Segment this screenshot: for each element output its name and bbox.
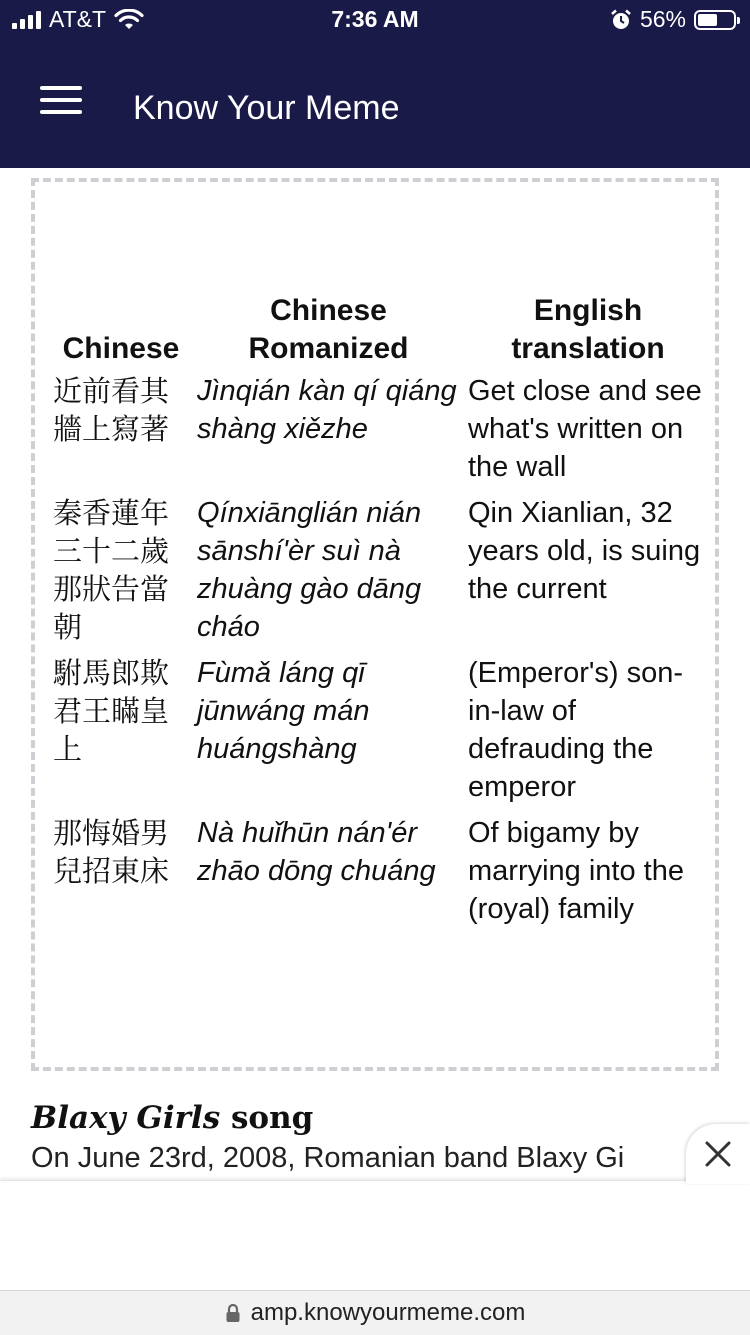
- english-cell: (Emperor's) son-in-law of defrauding the emperor: [468, 657, 684, 803]
- table-row: [49, 490, 712, 650]
- alarm-icon: [610, 9, 632, 31]
- ad-close-button[interactable]: [686, 1124, 750, 1184]
- app-header: [0, 40, 750, 168]
- chinese-cell: 近前看其牆上寫著: [53, 374, 170, 446]
- romanized-cell: Fùmǎ láng qī jūnwáng mán huángshàng: [197, 657, 370, 765]
- carrier-label: AT&T: [49, 6, 107, 32]
- url-bar[interactable]: [0, 1290, 750, 1335]
- status-time: 7:36 AM: [331, 6, 419, 32]
- hamburger-icon[interactable]: [40, 84, 84, 116]
- romanized-cell: Jìnqián kàn qí qiáng shàng xiězhe: [197, 375, 457, 445]
- column-header: English translation: [511, 294, 665, 365]
- table-header-row: [49, 292, 712, 368]
- english-cell: Of bigamy by marrying into the (royal) family: [468, 817, 684, 925]
- table-row: [49, 650, 712, 810]
- table-row: [49, 810, 712, 932]
- romanized-cell: Nà huǐhūn nán'ér zhāo dōng chuáng: [197, 817, 436, 887]
- english-cell: Qin Xianlian, 32 years old, is suing the current: [468, 497, 701, 605]
- chinese-cell: 那悔婚男兒招東床: [53, 816, 170, 888]
- section-text: On June 23rd, 2008, Romanian band Blaxy Gi: [31, 1142, 625, 1174]
- section-title: [31, 1100, 313, 1136]
- status-bar: [0, 0, 750, 40]
- lyrics-table-container: [31, 178, 719, 1071]
- section-title-italic: Blaxy Girls: [31, 1100, 221, 1136]
- section-title-rest: song: [220, 1100, 314, 1136]
- status-right: [610, 6, 736, 33]
- table-row: [49, 368, 712, 490]
- close-icon[interactable]: [704, 1140, 732, 1168]
- column-header: Chinese Romanized: [248, 294, 409, 365]
- app-title[interactable]: Know Your Meme: [133, 89, 400, 127]
- battery-icon: [694, 10, 736, 30]
- ad-banner: [0, 1180, 750, 1291]
- column-header: Chinese: [62, 332, 180, 365]
- url-text[interactable]: amp.knowyourmeme.com: [250, 1299, 526, 1326]
- romanized-cell: Qínxiānglián nián sānshí'èr suì nà zhuàng gào dāng cháo: [197, 497, 422, 643]
- lock-icon: [225, 1303, 241, 1323]
- lyrics-table: [49, 292, 712, 932]
- english-cell: Get close and see what's written on the wall: [468, 375, 702, 483]
- chinese-cell: 駙馬郎欺君王瞞皇上: [53, 656, 170, 766]
- battery-percent: 56%: [639, 6, 686, 32]
- chinese-cell: 秦香蓮年三十二歲那狀告當朝: [53, 496, 170, 644]
